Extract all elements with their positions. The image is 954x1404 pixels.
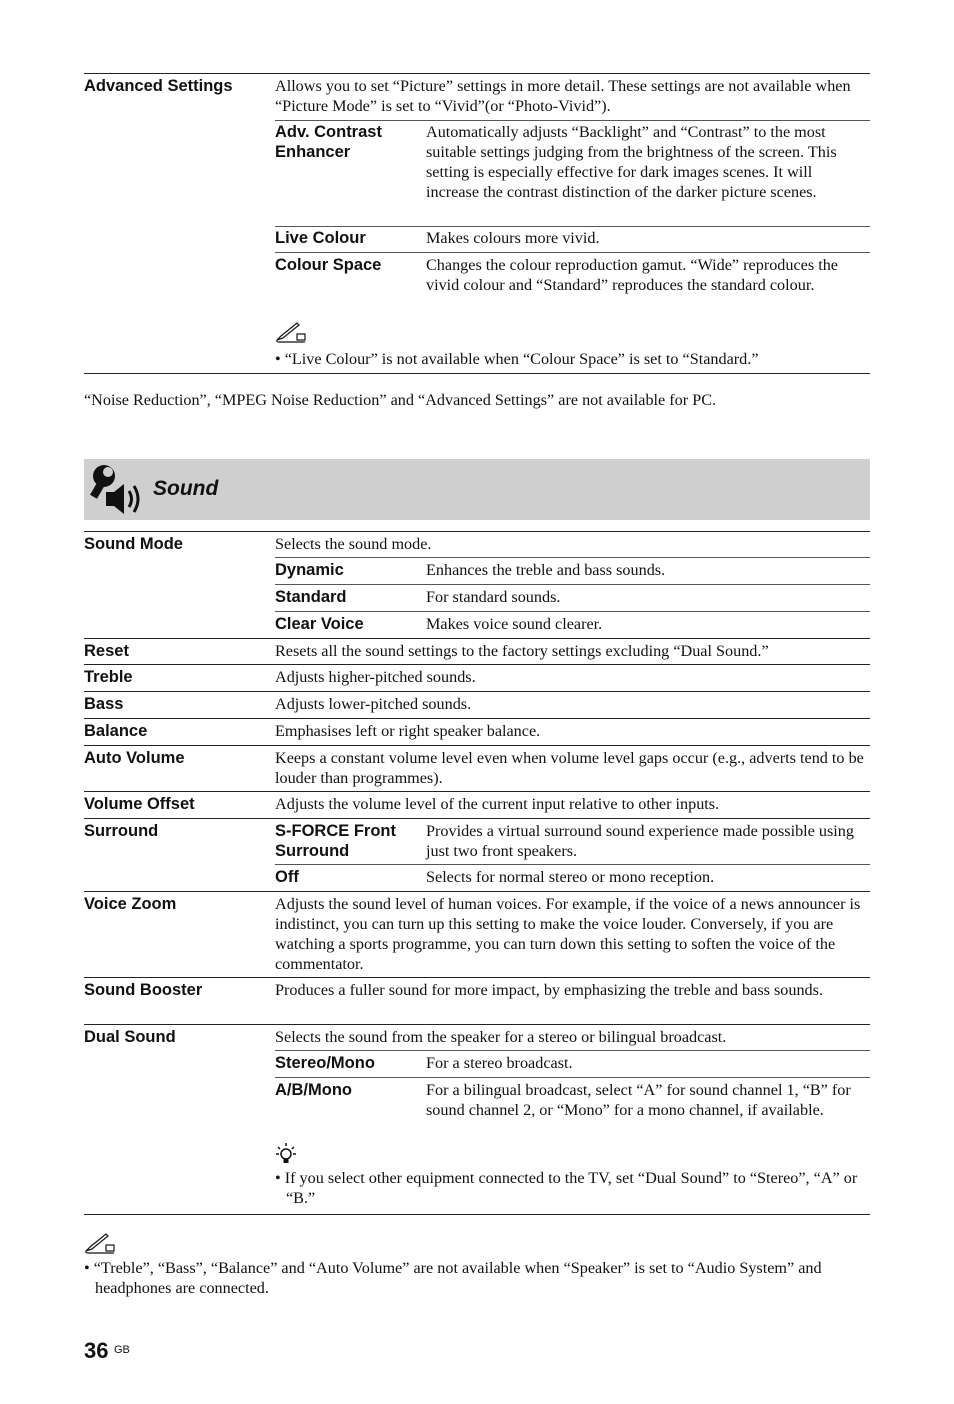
advanced-settings-label: Advanced Settings (84, 77, 233, 95)
rule-bottom (84, 1214, 870, 1215)
rule (275, 557, 870, 558)
balance-label: Balance (84, 722, 148, 740)
dual-sound-tip: • If you select other equipment connected to the TV, set “Dual Sound” to “Stereo”, “A” or “B.” (275, 1169, 858, 1207)
wrench-speaker-icon (88, 462, 146, 518)
footer-note: • “Treble”, “Bass”, “Balance” and “Auto Volume” are not available when “Speaker” is set to “Audio System” and headphones are connected. (84, 1259, 822, 1297)
adv-contrast-label: Adv. Contrast Enhancer (275, 123, 382, 161)
note-pencil-icon (84, 1233, 116, 1255)
sound-booster-desc: Produces a fuller sound for more impact, by emphasizing the treble and bass sounds. (275, 981, 823, 999)
bass-desc: Adjusts lower-pitched sounds. (275, 695, 472, 713)
rule (84, 531, 870, 532)
advanced-settings-desc: Allows you to set “Picture” settings in more detail. These settings are not available when “Picture Mode” is set to “Vivid”(or “Photo-Vivid”). (275, 77, 851, 115)
live-colour-label: Live Colour (275, 229, 366, 247)
rule (84, 791, 870, 792)
rule (84, 718, 870, 719)
standard-label: Standard (275, 588, 347, 606)
pc-note: “Noise Reduction”, “MPEG Noise Reduction” and “Advanced Settings” are not available for PC. (84, 391, 717, 409)
page-number: 36 (84, 1338, 109, 1363)
reset-desc: Resets all the sound settings to the factory settings excluding “Dual Sound.” (275, 642, 769, 660)
stereo-mono-label: Stereo/Mono (275, 1054, 375, 1072)
sound-mode-desc: Selects the sound mode. (275, 535, 432, 553)
sforce-label: S-FORCE Front Surround (275, 822, 396, 860)
colour-space-desc: Changes the colour reproduction gamut. “Wide” reproduces the vivid colour and “Standard” reproduces the standard colour. (426, 256, 838, 294)
tip-lightbulb-icon (275, 1142, 297, 1166)
reset-label: Reset (84, 642, 129, 660)
rule (275, 252, 870, 253)
treble-desc: Adjusts higher-pitched sounds. (275, 668, 476, 686)
dual-sound-desc: Selects the sound from the speaker for a stereo or bilingual broadcast. (275, 1028, 727, 1046)
rule (275, 1050, 870, 1051)
off-label: Off (275, 868, 299, 886)
rule (275, 226, 870, 227)
rule (275, 584, 870, 585)
rule (84, 977, 870, 978)
rule (275, 120, 870, 121)
off-desc: Selects for normal stereo or mono reception. (426, 868, 715, 886)
volume-offset-desc: Adjusts the volume level of the current input relative to other inputs. (275, 795, 720, 813)
voice-zoom-label: Voice Zoom (84, 895, 177, 913)
rule-top (84, 73, 870, 74)
rule (84, 1024, 870, 1025)
sound-section-title: Sound (153, 477, 219, 500)
ab-mono-desc: For a bilingual broadcast, select “A” for sound channel 1, “B” for sound channel 2, or “Mono” for a mono channel, if available. (426, 1081, 851, 1119)
live-colour-note: • “Live Colour” is not available when “Colour Space” is set to “Standard.” (275, 350, 759, 368)
rule (84, 891, 870, 892)
rule-bottom (84, 373, 870, 374)
dual-sound-label: Dual Sound (84, 1028, 176, 1046)
page-suffix: GB (114, 1344, 130, 1356)
note-pencil-icon (275, 322, 307, 344)
ab-mono-label: A/B/Mono (275, 1081, 352, 1099)
dynamic-label: Dynamic (275, 561, 344, 579)
bass-label: Bass (84, 695, 124, 713)
balance-desc: Emphasises left or right speaker balance. (275, 722, 541, 740)
sforce-desc: Provides a virtual surround sound experience made possible using just two front speakers. (426, 822, 854, 860)
sound-mode-label: Sound Mode (84, 535, 183, 553)
colour-space-label: Colour Space (275, 256, 382, 274)
volume-offset-label: Volume Offset (84, 795, 195, 813)
dynamic-desc: Enhances the treble and bass sounds. (426, 561, 666, 579)
voice-zoom-desc: Adjusts the sound level of human voices. For example, if the voice of a news announcer is indistinct, you can turn up this setting to make the voice louder. Conversely, if you are watching a sports programme, you can turn down this setting to soften the voice of the commentator. (275, 895, 861, 973)
rule (84, 664, 870, 665)
rule (84, 745, 870, 746)
rule (84, 818, 870, 819)
rule (84, 638, 870, 639)
adv-contrast-desc: Automatically adjusts “Backlight” and “Contrast” to the most suitable settings judging from the brightness of the screen. This setting is especially effective for dark images scenes. It will increase the contrast distinction of the darker picture scenes. (426, 123, 837, 201)
live-colour-desc: Makes colours more vivid. (426, 229, 600, 247)
treble-label: Treble (84, 668, 133, 686)
standard-desc: For standard sounds. (426, 588, 561, 606)
clear-voice-desc: Makes voice sound clearer. (426, 615, 603, 633)
clear-voice-label: Clear Voice (275, 615, 364, 633)
sound-booster-label: Sound Booster (84, 981, 203, 999)
stereo-mono-desc: For a stereo broadcast. (426, 1054, 573, 1072)
rule (275, 1077, 870, 1078)
auto-volume-label: Auto Volume (84, 749, 185, 767)
rule (275, 864, 870, 865)
surround-label: Surround (84, 822, 159, 840)
auto-volume-desc: Keeps a constant volume level even when volume level gaps occur (e.g., adverts tend to be louder than programmes). (275, 749, 864, 787)
rule (275, 611, 870, 612)
rule (84, 691, 870, 692)
